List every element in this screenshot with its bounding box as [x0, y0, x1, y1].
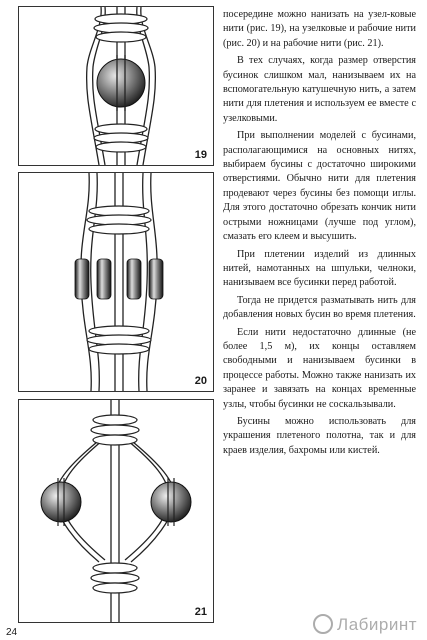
figure-number: 19: [194, 149, 207, 161]
figure-number: 20: [194, 375, 207, 387]
body-text: [223, 8, 416, 461]
figure-number: 21: [194, 606, 207, 618]
paragraph: При выполнении моделей с бусинами, располагающимися на основных нитях, выбираем бусины с достаточно широкими отверстиями. Обычно нити для плетения продевают через бусины без помощи иглы. Для этого достаточно обрезать кончик нити острыми ножницами (лучше под углом), смазать его клеем и высушить.: [223, 130, 416, 243]
illustration-bead-on-knot-cords: [19, 7, 213, 165]
paragraph: В тех случаях, когда размер отверстия бусинок слишком мал, нанизываем их на вспомогательную катушечную нить, а затем нити для плетения и используем ее вместе с узелковыми.: [223, 55, 416, 124]
paragraph: Если нити недостаточно длинные (не более 1,5 м), их концы оставляем свободными и нанизываем бусинки в процессе работы. Можно также нанизать их заранее и завязать на концах временные узлы, чтобы бусинки не соскальзывали.: [223, 326, 416, 410]
figure-20: [18, 172, 214, 392]
paragraph: При плетении изделий из длинных нитей, намотанных на шпульки, челноки, нанизываем все бусинки перед работой.: [223, 248, 416, 289]
paragraph: посередине можно нанизать на узел-ковые нити (рис. 19), на узелковые и рабочие нити (рис. 20) и на рабочие нити (рис. 21).: [223, 9, 416, 49]
figure-19: [18, 6, 214, 166]
illustration-beads-on-working-cords: [19, 400, 213, 622]
illustration-tube-beads-on-cords: [19, 173, 213, 391]
watermark: [313, 615, 417, 636]
labirint-logo-icon: [313, 614, 333, 634]
page-number: 24: [6, 627, 18, 638]
watermark-text: Лабиринт: [337, 615, 417, 635]
paragraph: Тогда не придется разматывать нить для добавления новых бусин во время плетения.: [223, 294, 416, 321]
figure-21: [18, 399, 214, 623]
paragraph: Бусины можно использовать для украшения плетеного полотна, так и для краев изделия, бахромы или кистей.: [223, 415, 416, 456]
